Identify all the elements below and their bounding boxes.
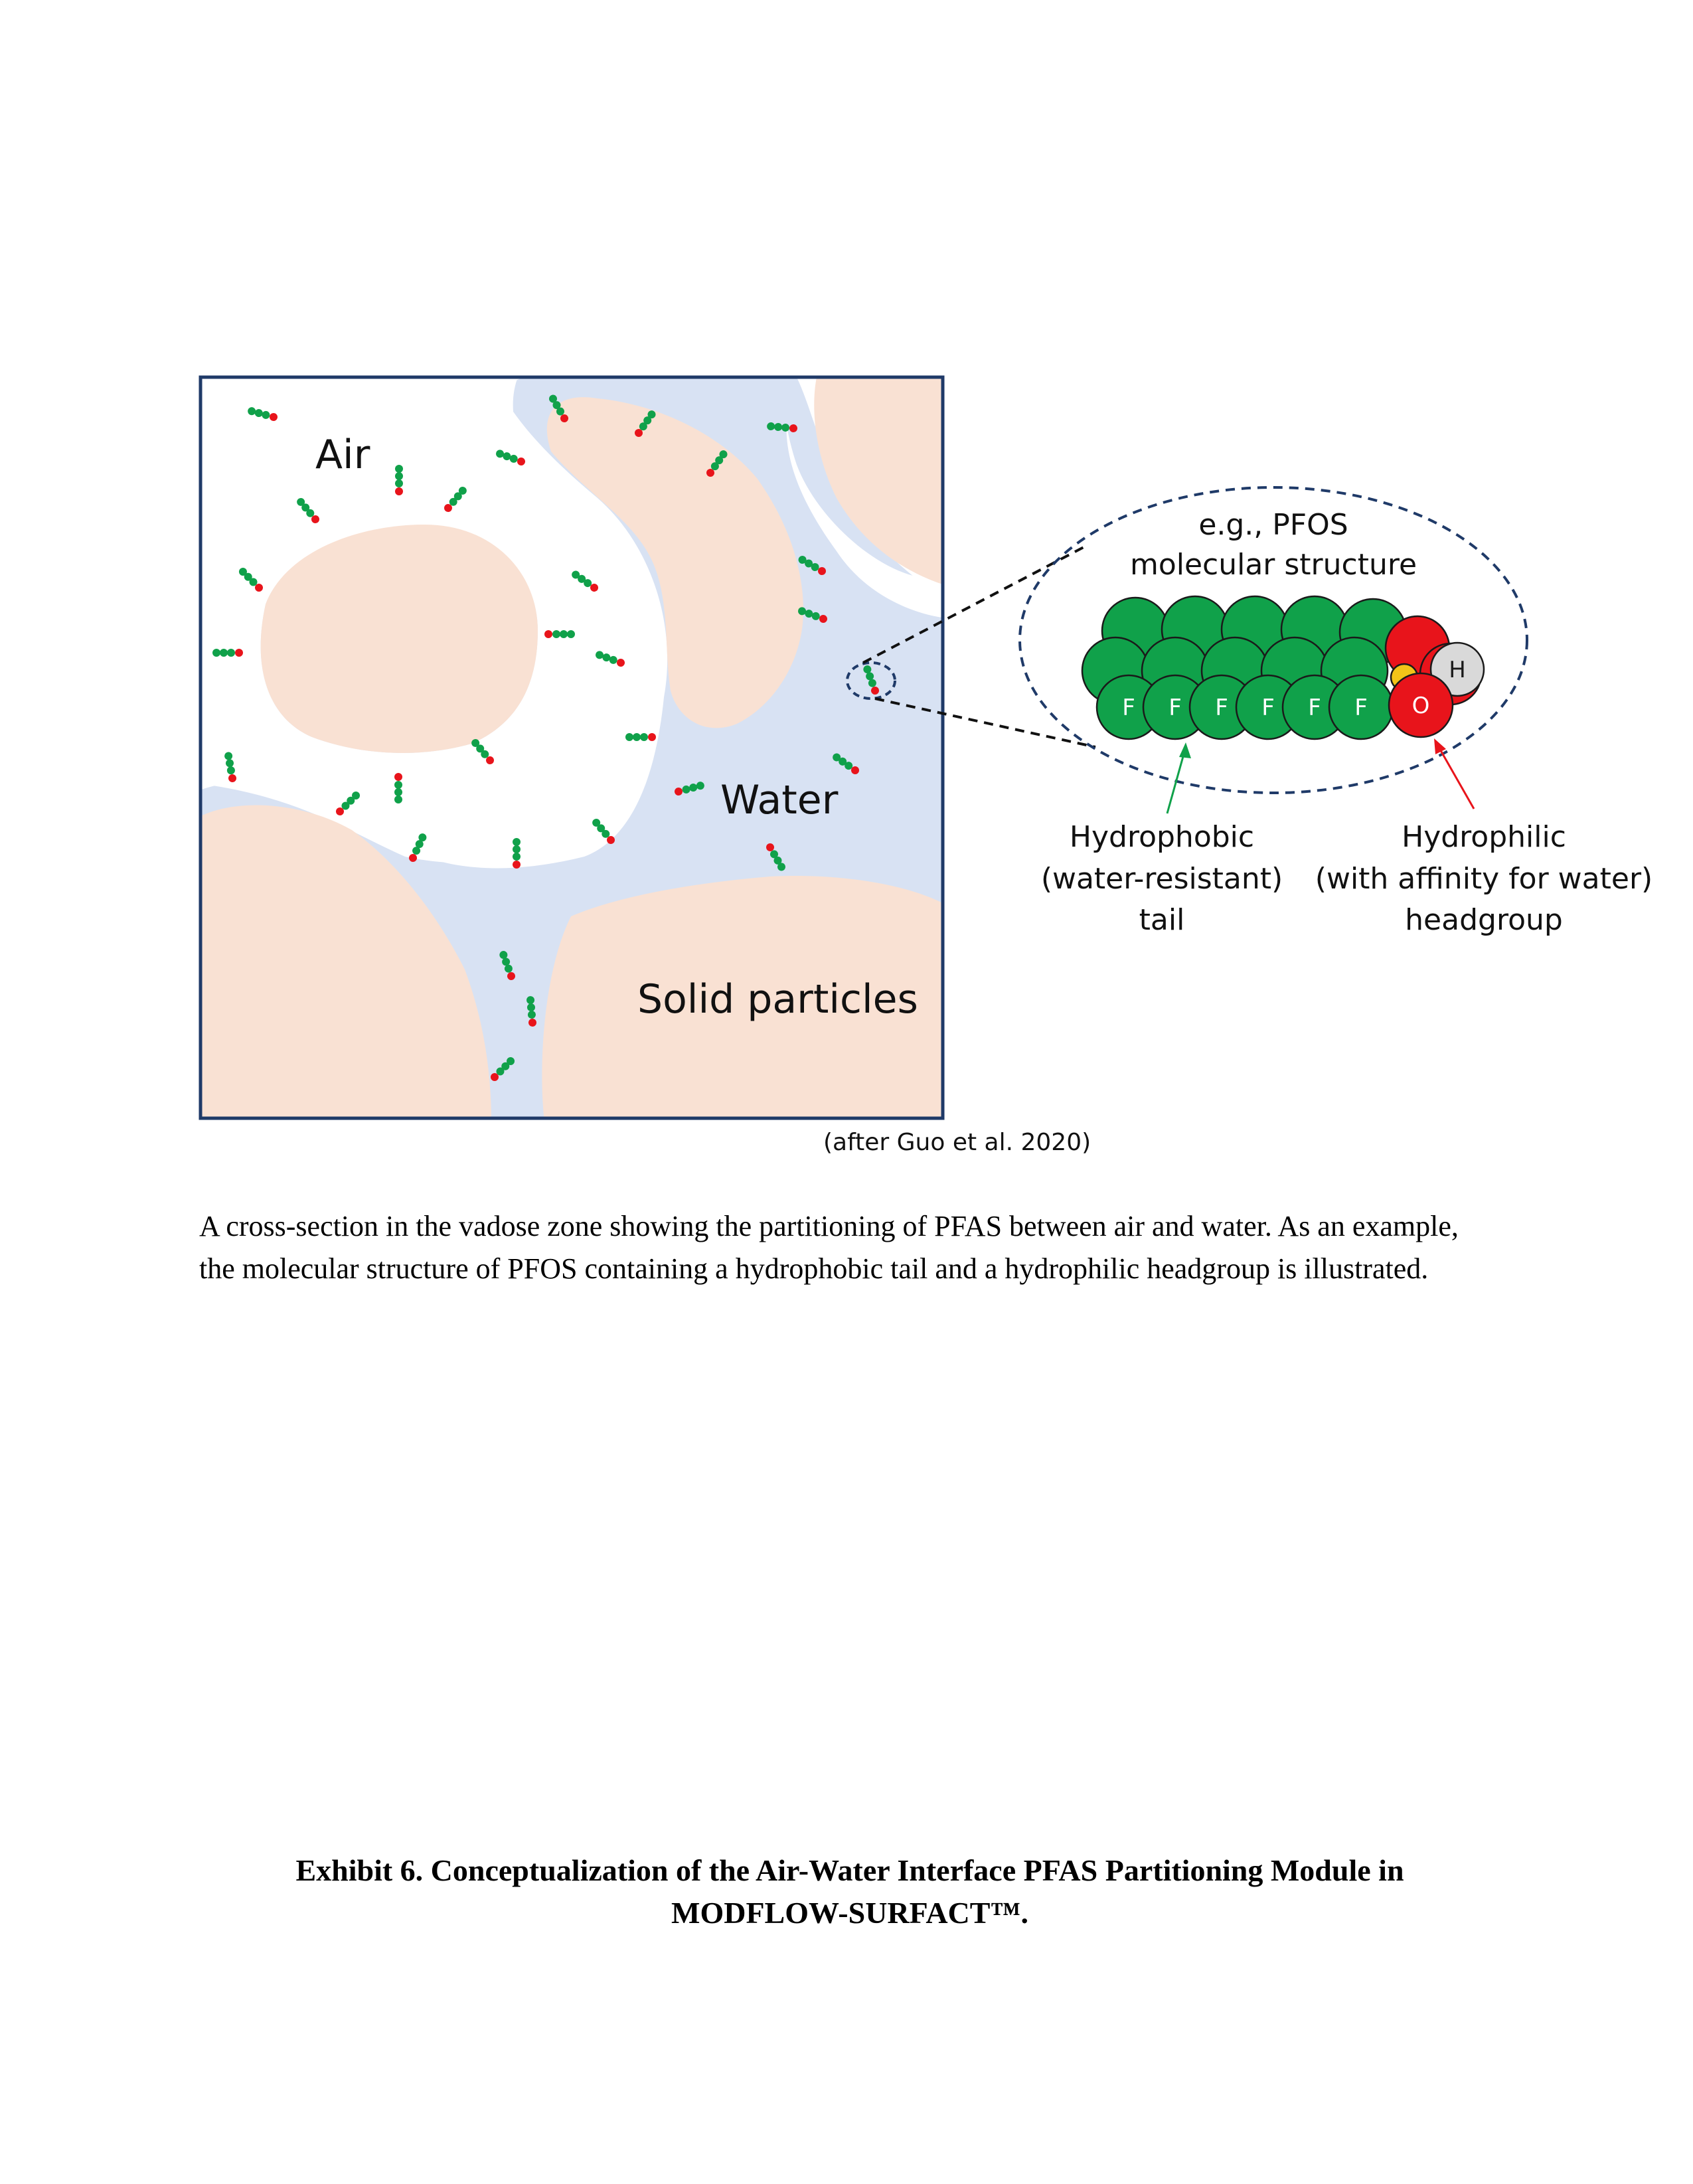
hydrophilic-label-line2: (with affinity for water)	[1315, 862, 1653, 896]
hydrophobic-label-line3: tail	[1139, 903, 1185, 937]
hydrophobic-arrowhead	[1179, 742, 1191, 758]
water-label: Water	[720, 777, 839, 823]
hydrogen-label: H	[1449, 657, 1466, 683]
fluorine-label: F	[1354, 695, 1368, 721]
solid-particles-label: Solid particles	[637, 976, 918, 1023]
exhibit-title-line1: Exhibit 6. Conceptualization of the Air-Water Interface PFAS Partitioning Module in	[295, 1853, 1404, 1887]
hydrophilic-label-line1: Hydrophilic	[1402, 820, 1566, 854]
figure-caption: A cross-section in the vadose zone showing the partitioning of PFAS between air and water. As an example, the molecular structure of PFOS containing a hydrophobic tail and a hydrophilic headgroup is illustrated.	[199, 1210, 1459, 1285]
pfos-callout	[1020, 487, 1653, 937]
fluorine-label: F	[1215, 695, 1228, 721]
fluorine-label: F	[1308, 695, 1321, 721]
air-label: Air	[315, 432, 370, 478]
figure-credit: (after Guo et al. 2020)	[823, 1129, 1091, 1156]
hydrophobic-label-line1: Hydrophobic	[1069, 820, 1255, 854]
vadose-cross-section	[199, 375, 943, 1122]
fluorine-label: F	[1169, 695, 1182, 721]
oxygen-label: O	[1411, 693, 1430, 719]
exhibit-title	[199, 1849, 1500, 1934]
hydrophilic-label-line3: headgroup	[1405, 903, 1563, 937]
hydrophilic-arrow	[1436, 742, 1474, 809]
fluorine-label: F	[1122, 695, 1135, 721]
callout-title-line1: e.g., PFOS	[1198, 508, 1348, 542]
exhibit-title-line2: MODFLOW-SURFACT™.	[671, 1896, 1028, 1930]
callout-title-line2: molecular structure	[1129, 548, 1417, 582]
hydrophobic-label-line2: (water-resistant)	[1040, 862, 1283, 896]
fluorine-label: F	[1261, 695, 1275, 721]
